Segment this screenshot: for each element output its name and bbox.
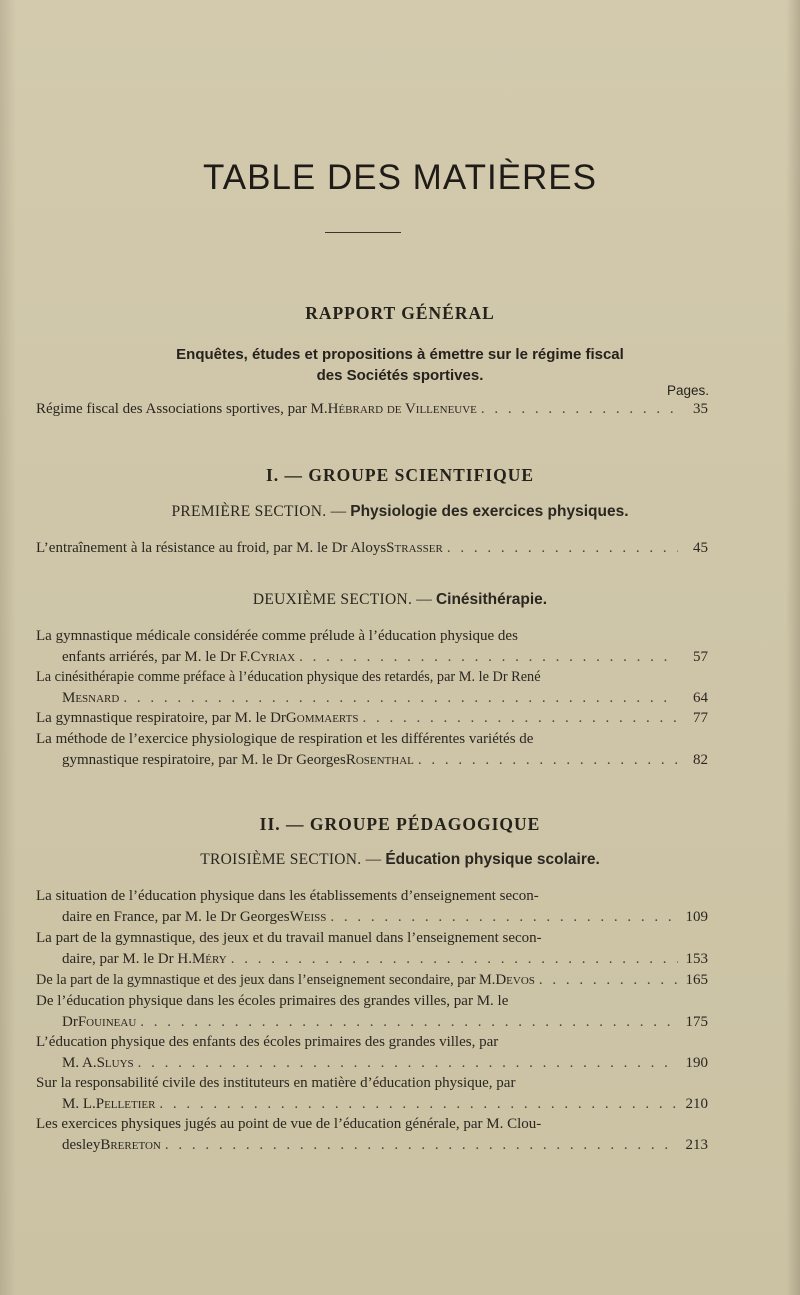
entry-title-continued: M. L. bbox=[62, 1095, 96, 1112]
entry-title-continued: daire en France, par M. le Dr Georges bbox=[62, 908, 290, 925]
toc-entry[interactable] bbox=[36, 729, 708, 770]
entry-title: De l’éducation physique dans les écoles primaires des grandes villes, par M. le bbox=[36, 993, 509, 1009]
page-number: 82 bbox=[693, 751, 708, 768]
section-2-name: DEUXIÈME SECTION. — bbox=[252, 591, 433, 608]
page-number: 45 bbox=[693, 540, 708, 556]
entry-title-continued: daire, par M. le Dr H. bbox=[62, 950, 192, 967]
section-3-heading bbox=[20, 851, 780, 869]
entry-author: Brereton bbox=[100, 1136, 161, 1153]
page-number: 210 bbox=[685, 1095, 708, 1112]
dot-leader bbox=[165, 1135, 678, 1156]
entry-author: Rosenthal bbox=[345, 751, 414, 768]
toc-entry[interactable] bbox=[36, 538, 708, 559]
section-3-name: TROISIÈME SECTION. — bbox=[200, 851, 382, 868]
page-number: 175 bbox=[685, 1013, 708, 1030]
entry-author: Sluys bbox=[96, 1054, 134, 1071]
entry-title-continued: M. A. bbox=[62, 1054, 97, 1071]
title-divider bbox=[325, 232, 401, 233]
dot-leader bbox=[138, 1053, 678, 1074]
entry-author: Cyriax bbox=[250, 648, 296, 665]
toc-entry[interactable] bbox=[36, 1114, 708, 1155]
page-number: 165 bbox=[685, 972, 708, 988]
dot-leader bbox=[299, 647, 678, 668]
entry-title: L’éducation physique des enfants des écoles primaires des grandes villes, par bbox=[36, 1034, 499, 1050]
entry-title: Régime fiscal des Associations sportives, par M. bbox=[36, 401, 328, 417]
entry-title: La méthode de l’exercice physiologique de respiration et les différentes variétés de bbox=[36, 731, 534, 747]
entry-author: Méry bbox=[191, 950, 227, 967]
page-number: 213 bbox=[685, 1136, 708, 1153]
entry-author: Strasser bbox=[386, 540, 443, 556]
dot-leader bbox=[447, 538, 678, 559]
entry-title: Les exercices physiques jugés au point de vue de l’éducation générale, par M. Clou- bbox=[36, 1116, 542, 1132]
dot-leader bbox=[140, 1012, 678, 1033]
dot-leader bbox=[123, 688, 678, 709]
page-number: 109 bbox=[685, 908, 708, 925]
section-1-heading bbox=[20, 503, 780, 521]
toc-entry[interactable] bbox=[36, 626, 708, 667]
entry-title: L’entraînement à la résistance au froid, par M. le Dr Aloys bbox=[36, 540, 387, 556]
page-number: 190 bbox=[685, 1054, 708, 1071]
entry-author: Devos bbox=[495, 972, 535, 988]
entry-author: Pelletier bbox=[95, 1095, 156, 1112]
toc-entry[interactable] bbox=[36, 667, 708, 708]
section-2-heading bbox=[20, 591, 780, 609]
entry-title: La situation de l’éducation physique dans les établissements d’enseignement secon- bbox=[36, 888, 539, 904]
toc-entry[interactable] bbox=[36, 1032, 708, 1073]
entry-title: Sur la responsabilité civile des instituteurs en matière d’éducation physique, par bbox=[36, 1075, 516, 1091]
rapport-subtitle-line-1: Enquêtes, études et propositions à émettre sur le régime fiscal bbox=[176, 346, 624, 363]
section-2-title: Cinésithérapie. bbox=[435, 591, 548, 608]
section-1-name: PREMIÈRE SECTION. — bbox=[171, 503, 347, 520]
rapport-heading: RAPPORT GÉNÉRAL bbox=[305, 303, 495, 323]
entry-title: La cinésithérapie comme préface à l’éducation physique des retardés, par M. le Dr René bbox=[36, 669, 541, 685]
entry-title: La gymnastique médicale considérée comme prélude à l’éducation physique des bbox=[36, 628, 518, 644]
pages-column-label: Pages. bbox=[666, 383, 709, 398]
groupe-2-heading: II. — GROUPE PÉDAGOGIQUE bbox=[259, 814, 541, 834]
entry-title-continued: Dr bbox=[62, 1013, 78, 1030]
groupe-1-heading: I. — GROUPE SCIENTIFIQUE bbox=[265, 465, 535, 485]
entry-title: La gymnastique respiratoire, par M. le Dr bbox=[36, 710, 286, 726]
page-number: 64 bbox=[693, 689, 708, 706]
page-title: TABLE DES MATIÈRES bbox=[202, 158, 597, 197]
entry-title: La part de la gymnastique, des jeux et du travail manuel dans l’enseignement secon- bbox=[36, 930, 542, 946]
toc-entry[interactable] bbox=[36, 928, 708, 969]
toc-entry[interactable] bbox=[36, 970, 708, 991]
page-number: 77 bbox=[693, 710, 708, 726]
section-1-title: Physiologie des exercices physiques. bbox=[350, 503, 629, 520]
toc-entry[interactable] bbox=[36, 1073, 708, 1114]
page-number: 153 bbox=[685, 950, 708, 967]
dot-leader bbox=[481, 399, 678, 420]
rapport-subtitle-line-2: des Sociétés sportives. bbox=[316, 367, 484, 384]
entry-title: De la part de la gymnastique et des jeux dans l’enseignement secondaire, par M. bbox=[36, 972, 496, 988]
entry-title-continued: desley bbox=[62, 1136, 101, 1153]
entry-title-continued: gymnastique respiratoire, par M. le Dr Georges bbox=[62, 751, 346, 768]
entry-author: Mesnard bbox=[62, 689, 120, 706]
entry-author: Hébrard de Villeneuve bbox=[327, 401, 477, 417]
toc-entry[interactable] bbox=[36, 399, 708, 420]
dot-leader bbox=[330, 907, 678, 928]
dot-leader bbox=[539, 970, 678, 991]
dot-leader bbox=[418, 750, 678, 771]
toc-entry[interactable] bbox=[36, 708, 708, 729]
section-3-title: Éducation physique scolaire. bbox=[385, 851, 600, 868]
page-number: 57 bbox=[693, 648, 708, 665]
entry-author: Weiss bbox=[289, 908, 327, 925]
entry-author: Gommaerts bbox=[285, 710, 359, 726]
dot-leader bbox=[159, 1094, 678, 1115]
entry-author: Fouineau bbox=[77, 1013, 137, 1030]
toc-entry[interactable] bbox=[36, 886, 708, 927]
toc-entry[interactable] bbox=[36, 991, 708, 1032]
dot-leader bbox=[362, 708, 678, 729]
entry-title-continued: enfants arriérés, par M. le Dr F. bbox=[62, 648, 251, 665]
dot-leader bbox=[231, 949, 678, 970]
page-number: 35 bbox=[693, 401, 708, 417]
